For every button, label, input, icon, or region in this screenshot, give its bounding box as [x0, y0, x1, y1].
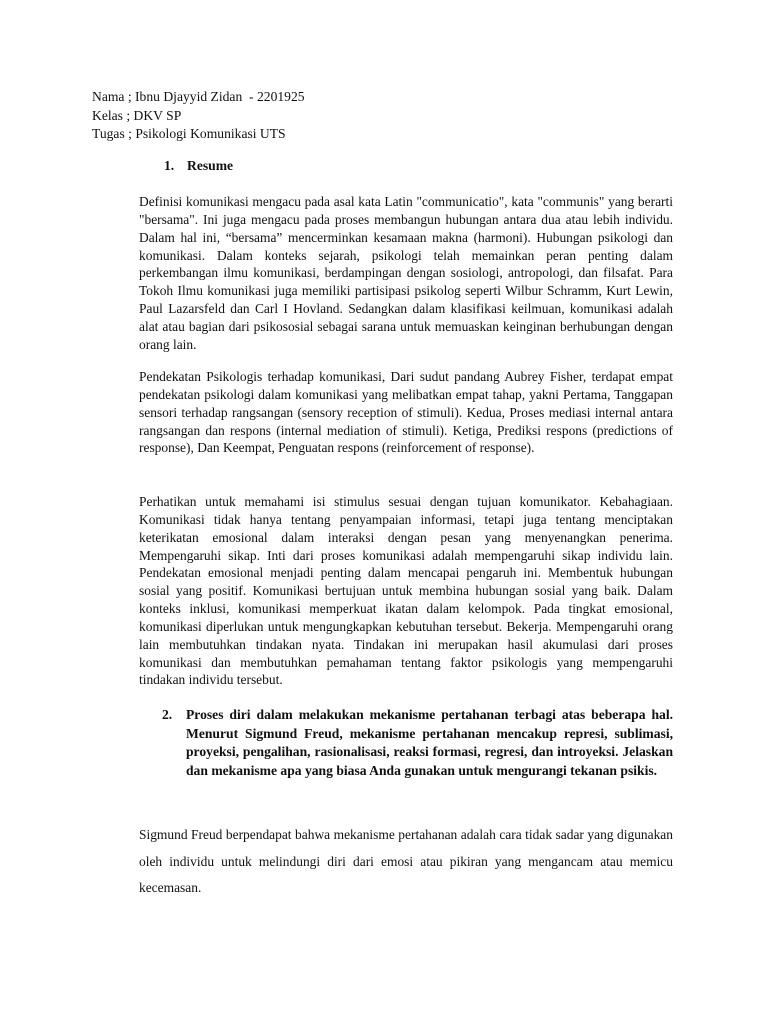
- resume-paragraph-1: Definisi komunikasi mengacu pada asal kata Latin "communicatio", kata "communis" yang berarti "bersama". Ini juga mengacu pada proses membangun hubungan antara dua atau lebih individu. Dalam hal ini, “bersama” mencerminkan kesamaan makna (harmoni). Hubungan psikologi dan komunikasi. Dalam konteks sejarah, psikologi telah memainkan peran penting dalam perkembangan ilmu komunikasi, berdampingan dengan sosiologi, antropologi, dan filsafat. Para Tokoh Ilmu komunikasi juga memiliki partisipasi psikolog seperti Wilbur Schramm, Kurt Lewin, Paul Lazarsfeld dan Carl I Hovland. Sedangkan dalam klasifikasi keilmuan, komunikasi adalah alat atau bagian dari psikososial sebagai sarana untuk memuaskan keinginan berhubungan dengan orang lain.: [139, 194, 673, 352]
- section-1-number: 1.: [164, 158, 175, 173]
- section-1-title: Resume: [187, 158, 234, 173]
- student-class-line: Kelas ; DKV SP: [92, 107, 182, 123]
- resume-paragraph-3: Perhatikan untuk memahami isi stimulus sesuai dengan tujuan komunikator. Kebahagiaan. Komunikasi tidak hanya tentang penyampaian informasi, tetapi juga tentang menciptakan keterikatan emosional dalam interaksi dengan pesan yang menyenangkan penerima. Mempengaruhi sikap. Inti dari proses komunikasi adalah mempengaruhi sikap individu lain. Pendekatan emosional menjadi penting dalam mencapai pengaruh ini. Membentuk hubungan sosial yang positif. Komunikasi bertujuan untuk membina hubungan sosial yang baik. Dalam konteks inklusi, komunikasi memperkuat ikatan dalam kelompok. Pada tingkat emosional, komunikasi diperlukan untuk mengungkapkan kebutuhan tersebut. Bekerja. Mempengaruhi orang lain membutuhkan tindakan nyata. Tindakan ini merupakan hasil akumulasi dari proses komunikasi dan membutuhkan pemahaman tentang faktor psikologis yang mempengaruhi tindakan individu tersebut.: [139, 494, 673, 688]
- section-2-answer-paragraph: Sigmund Freud berpendapat bahwa mekanisme pertahanan adalah cara tidak sadar yang digunakan oleh individu untuk melindungi diri dari emosi atau pikiran yang mengancam atau memicu kecemasan.: [139, 827, 673, 895]
- section-2-question-text: Proses diri dalam melakukan mekanisme pertahanan terbagi atas beberapa hal. Menurut Sigmund Freud, mekanisme pertahanan mencakup represi, sublimasi, proyeksi, pengalihan, rasionalisasi, reaksi formasi, regresi, dan introyeksi. Jelaskan dan mekanisme apa yang biasa Anda gunakan untuk mengurangi tekanan psikis.: [186, 707, 673, 778]
- student-info-header: [92, 88, 305, 144]
- student-name-line: Nama ; Ibnu Djayyid Zidan - 2201925: [92, 89, 305, 104]
- assignment-line: Tugas ; Psikologi Komunikasi UTS: [92, 126, 286, 141]
- section-2-number: 2.: [162, 707, 173, 722]
- section-2-question: [162, 706, 673, 780]
- resume-paragraph-2: Pendekatan Psikologis terhadap komunikasi, Dari sudut pandang Aubrey Fisher, terdapat empat pendekatan psikologi dalam komunikasi yang melibatkan empat tahap, yakni Pertama, Tanggapan sensori terhadap rangsangan (sensory reception of stimuli). Kedua, Proses mediasi internal antara rangsangan dan respons (internal mediation of stimuli). Ketiga, Prediksi respons (predictions of response), Dan Keempat, Penguatan respons (reinforcement of response).: [139, 369, 673, 456]
- section-1-heading: [164, 157, 233, 175]
